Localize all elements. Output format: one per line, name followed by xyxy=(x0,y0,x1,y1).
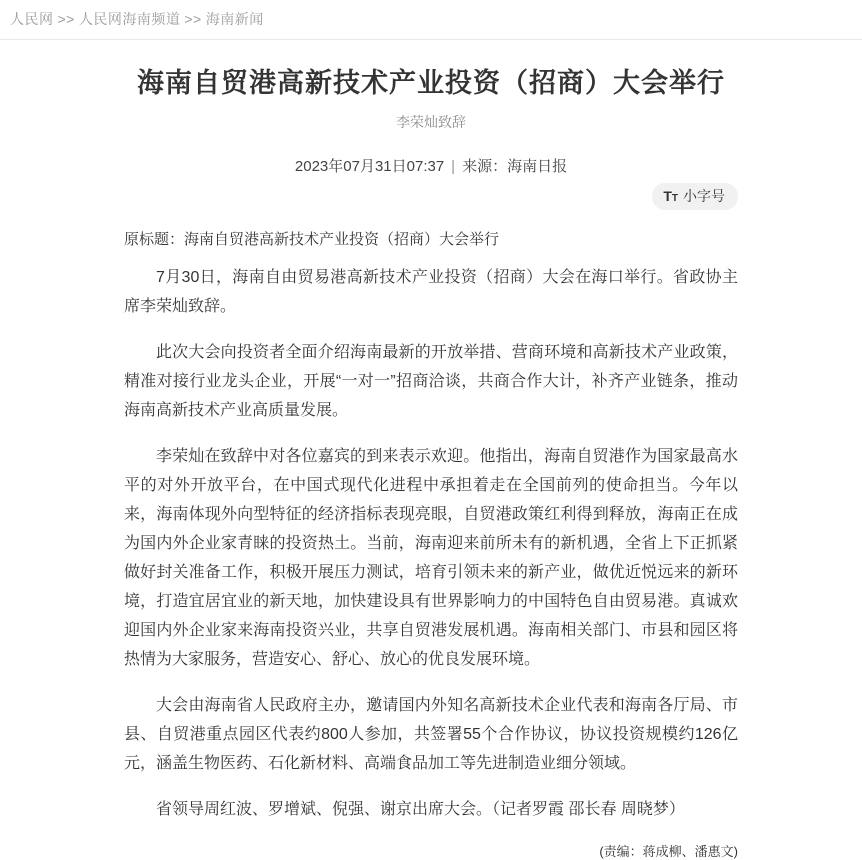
breadcrumb-link-peoples-daily[interactable]: 人民网 xyxy=(10,11,54,27)
breadcrumb xyxy=(0,0,862,40)
breadcrumb-separator: >> xyxy=(57,11,75,27)
meta-separator: | xyxy=(451,158,456,176)
font-size-button[interactable] xyxy=(652,183,738,210)
article-paragraph: 7月30日，海南自由贸易港高新技术产业投资（招商）大会在海口举行。省政协主席李荣灿致辞。 xyxy=(124,269,738,316)
article-paragraph: 李荣灿在致辞中对各位嘉宾的到来表示欢迎。他指出，海南自贸港作为国家最高水平的对外开放平台，在中国式现代化进程中承担着走在全国前列的使命担当。今年以来，海南体现外向型特征的经济指标表现亮眼，自贸港政策红利得到释放，海南正在成为国内外企业家青睐的投资热土。当前，海南迎来前所未有的新机遇，全省上下正抓紧做好封关准备工作，积极开展压力测试，培育引领未来的新产业，做优近悦远来的新环境，打造宜居宜业的新天地，加快建设具有世界影响力的中国特色自由贸易港。真诚欢迎国内外企业家来海南投资兴业，共享自贸港发展机遇。海南相关部门、市县和园区将热情为大家服务，营造安心、舒心、放心的优良发展环境。 xyxy=(124,448,738,669)
original-title-label: 原标题： xyxy=(124,231,185,249)
editor-note: (责编：蒋成柳、潘惠文) xyxy=(599,844,738,860)
article-paragraph: 省领导周红波、罗增斌、倪强、谢京出席大会。（记者罗霞 邵长春 周晓梦） xyxy=(156,801,685,819)
breadcrumb-link-hainan-news[interactable]: 海南新闻 xyxy=(205,11,264,27)
article-toolbar xyxy=(124,183,738,210)
article-body xyxy=(124,263,738,824)
source-label: 来源： xyxy=(462,158,508,176)
publish-date: 2023年07月31日07:37 xyxy=(294,158,445,176)
original-title-line xyxy=(124,229,738,251)
article-paragraph: 此次大会向投资者全面介绍海南最新的开放举措、营商环境和高新技术产业政策，精准对接行业龙头企业，开展“一对一”招商洽谈，共商合作大计，补齐产业链条，推动海南高新技术产业高质量发展。 xyxy=(124,344,738,420)
page-title: 海南自贸港高新技术产业投资（招商）大会举行 xyxy=(137,68,725,98)
article-meta xyxy=(124,155,738,176)
article-container xyxy=(124,67,738,860)
source-link[interactable]: 海南日报 xyxy=(507,158,568,176)
font-size-label: 小字号 xyxy=(683,188,725,205)
breadcrumb-link-hainan-channel[interactable]: 人民网海南频道 xyxy=(78,11,181,27)
article-subtitle: 李荣灿致辞 xyxy=(396,114,466,131)
original-title-text: 海南自贸港高新技术产业投资（招商）大会举行 xyxy=(184,231,500,249)
font-size-icon: TT xyxy=(663,188,678,205)
breadcrumb-separator: >> xyxy=(184,11,202,27)
article-paragraph: 大会由海南省人民政府主办，邀请国内外知名高新技术企业代表和海南各厅局、市县、自贸港重点园区代表约800人参加，共签署55个合作协议，协议投资规模约126亿元，涵盖生物医药、石化新材料、高端食品加工等先进制造业细分领域。 xyxy=(124,697,738,773)
